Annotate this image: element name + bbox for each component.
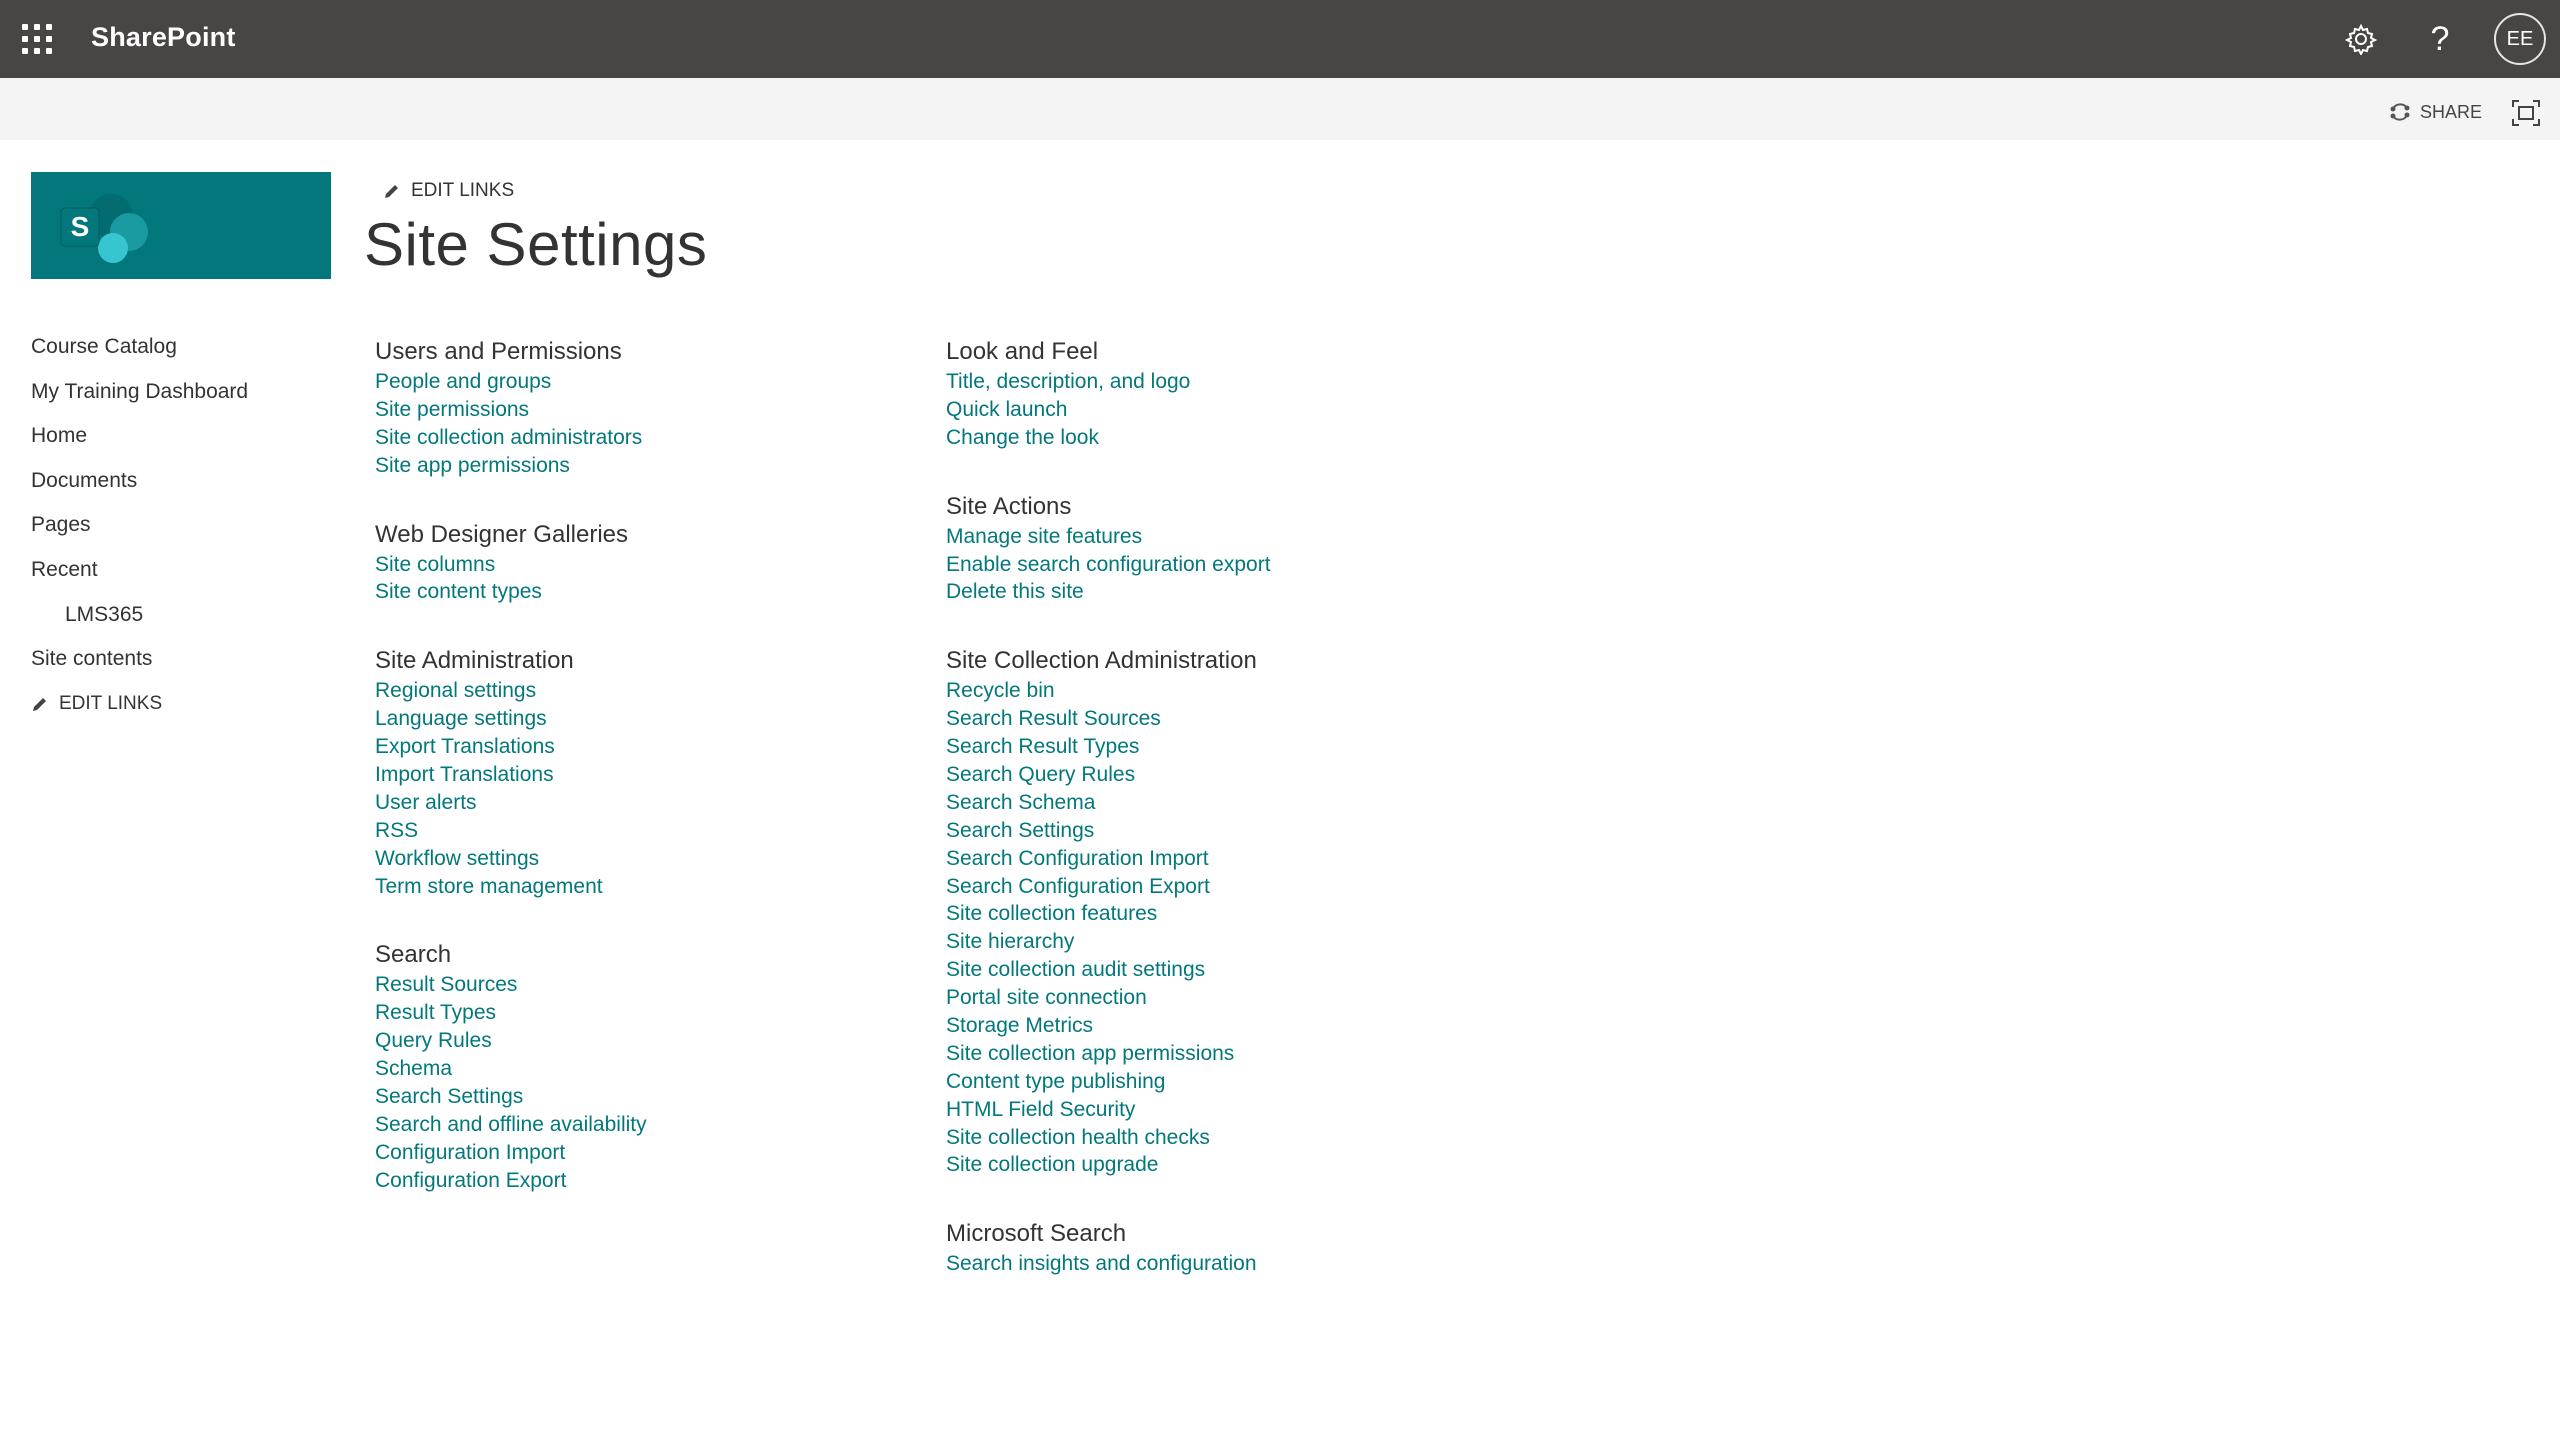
link-site-collection-administrators[interactable]: Site collection administrators <box>375 425 643 449</box>
settings-group-site-administration <box>375 647 895 900</box>
settings-group-microsoft-search <box>946 1220 1506 1278</box>
share-label: SHARE <box>2420 101 2483 122</box>
app-launcher-icon[interactable] <box>22 24 52 54</box>
page-title: Site Settings <box>364 211 708 278</box>
link-site-permissions[interactable]: Site permissions <box>375 397 530 421</box>
link-search-and-offline-availability[interactable]: Search and offline availability <box>375 1112 647 1136</box>
link-enable-search-configuration-export[interactable]: Enable search configuration export <box>946 552 1271 576</box>
nav-item-recent[interactable]: Recent <box>31 557 98 581</box>
link-configuration-import[interactable]: Configuration Import <box>375 1140 566 1164</box>
settings-group-users-and-permissions <box>375 338 895 480</box>
share-button[interactable] <box>2388 100 2482 124</box>
link-user-alerts[interactable]: User alerts <box>375 790 477 814</box>
settings-column-left <box>375 338 895 1236</box>
link-search-result-types[interactable]: Search Result Types <box>946 735 1140 759</box>
nav-item-course-catalog[interactable]: Course Catalog <box>31 335 177 358</box>
command-bar <box>0 78 2560 140</box>
settings-column-right <box>946 338 1506 1319</box>
link-site-collection-features[interactable]: Site collection features <box>946 902 1158 926</box>
link-regional-settings[interactable]: Regional settings <box>375 679 537 703</box>
group-title: Site Collection Administration <box>946 647 1257 675</box>
edit-links-label: EDIT LINKS <box>59 692 163 714</box>
link-export-translations[interactable]: Export Translations <box>375 735 555 759</box>
nav-item-lms365[interactable]: LMS365 <box>65 602 144 626</box>
link-site-columns[interactable]: Site columns <box>375 552 496 576</box>
link-result-sources[interactable]: Result Sources <box>375 973 518 997</box>
nav-item-documents[interactable]: Documents <box>31 468 138 492</box>
settings-group-web-designer-galleries <box>375 521 895 607</box>
link-search-query-rules[interactable]: Search Query Rules <box>946 763 1136 787</box>
link-people-and-groups[interactable]: People and groups <box>375 370 552 393</box>
group-title: Site Actions <box>946 492 1072 520</box>
top-edit-links[interactable] <box>383 180 514 202</box>
nav-item-my-training-dashboard[interactable]: My Training Dashboard <box>31 379 249 403</box>
link-search-result-sources[interactable]: Search Result Sources <box>946 707 1161 731</box>
link-delete-this-site[interactable]: Delete this site <box>946 580 1084 604</box>
link-import-translations[interactable]: Import Translations <box>375 763 554 787</box>
link-configuration-export[interactable]: Configuration Export <box>375 1168 567 1192</box>
nav-item-home[interactable]: Home <box>31 424 88 448</box>
pencil-icon <box>31 695 49 713</box>
site-logo[interactable] <box>31 172 331 279</box>
settings-group-search <box>375 941 895 1194</box>
brand-title[interactable]: SharePoint <box>91 22 236 52</box>
link-language-settings[interactable]: Language settings <box>375 707 547 731</box>
settings-group-site-collection-administration <box>946 647 1506 1179</box>
link-workflow-settings[interactable]: Workflow settings <box>375 846 540 870</box>
gear-icon[interactable] <box>2340 18 2382 60</box>
link-quick-launch[interactable]: Quick launch <box>946 397 1068 421</box>
link-portal-site-connection[interactable]: Portal site connection <box>946 986 1147 1010</box>
group-title: Site Administration <box>375 647 574 675</box>
group-title: Web Designer Galleries <box>375 520 628 548</box>
link-rss[interactable]: RSS <box>375 818 419 842</box>
link-site-collection-audit-settings[interactable]: Site collection audit settings <box>946 958 1206 982</box>
pencil-icon <box>383 182 401 200</box>
help-glyph: ? <box>2430 19 2450 58</box>
link-site-content-types[interactable]: Site content types <box>375 580 542 604</box>
link-site-collection-upgrade[interactable]: Site collection upgrade <box>946 1153 1159 1177</box>
edit-links-label: EDIT LINKS <box>411 180 515 201</box>
link-search-schema[interactable]: Search Schema <box>946 790 1096 814</box>
link-site-collection-app-permissions[interactable]: Site collection app permissions <box>946 1041 1235 1065</box>
link-term-store-management[interactable]: Term store management <box>375 874 603 898</box>
settings-group-look-and-feel <box>946 338 1506 452</box>
link-change-the-look[interactable]: Change the look <box>946 425 1099 449</box>
group-title: Microsoft Search <box>946 1220 1127 1248</box>
link-search-configuration-export[interactable]: Search Configuration Export <box>946 874 1210 898</box>
link-html-field-security[interactable]: HTML Field Security <box>946 1097 1136 1121</box>
link-content-type-publishing[interactable]: Content type publishing <box>946 1069 1166 1093</box>
link-storage-metrics[interactable]: Storage Metrics <box>946 1014 1094 1038</box>
suite-bar <box>0 0 2560 78</box>
focus-mode-icon[interactable] <box>2512 100 2540 126</box>
link-search-configuration-import[interactable]: Search Configuration Import <box>946 846 1209 870</box>
settings-group-site-actions <box>946 493 1506 607</box>
help-icon[interactable] <box>2419 18 2461 60</box>
nav-item-site-contents[interactable]: Site contents <box>31 647 153 671</box>
link-manage-site-features[interactable]: Manage site features <box>946 524 1143 548</box>
group-title: Users and Permissions <box>375 338 622 365</box>
group-title: Search <box>375 941 452 969</box>
link-site-hierarchy[interactable]: Site hierarchy <box>946 930 1075 954</box>
left-navigation <box>31 332 331 715</box>
link-query-rules[interactable]: Query Rules <box>375 1029 492 1053</box>
link-site-collection-health-checks[interactable]: Site collection health checks <box>946 1125 1210 1149</box>
group-title: Look and Feel <box>946 338 1099 365</box>
nav-edit-links[interactable] <box>31 693 331 715</box>
link-search-insights-and-configuration[interactable]: Search insights and configuration <box>946 1252 1257 1276</box>
share-icon <box>2388 100 2412 124</box>
link-search-settings[interactable]: Search Settings <box>946 818 1095 842</box>
link-recycle-bin[interactable]: Recycle bin <box>946 679 1055 703</box>
link-site-app-permissions[interactable]: Site app permissions <box>375 453 570 477</box>
logo-letter: S <box>70 211 90 242</box>
link-title-description-and-logo[interactable]: Title, description, and logo <box>946 370 1191 393</box>
link-schema[interactable]: Schema <box>375 1057 453 1081</box>
avatar[interactable]: EE <box>2494 13 2546 65</box>
link-result-types[interactable]: Result Types <box>375 1001 497 1025</box>
nav-item-pages[interactable]: Pages <box>31 513 91 537</box>
link-search-settings[interactable]: Search Settings <box>375 1085 524 1109</box>
